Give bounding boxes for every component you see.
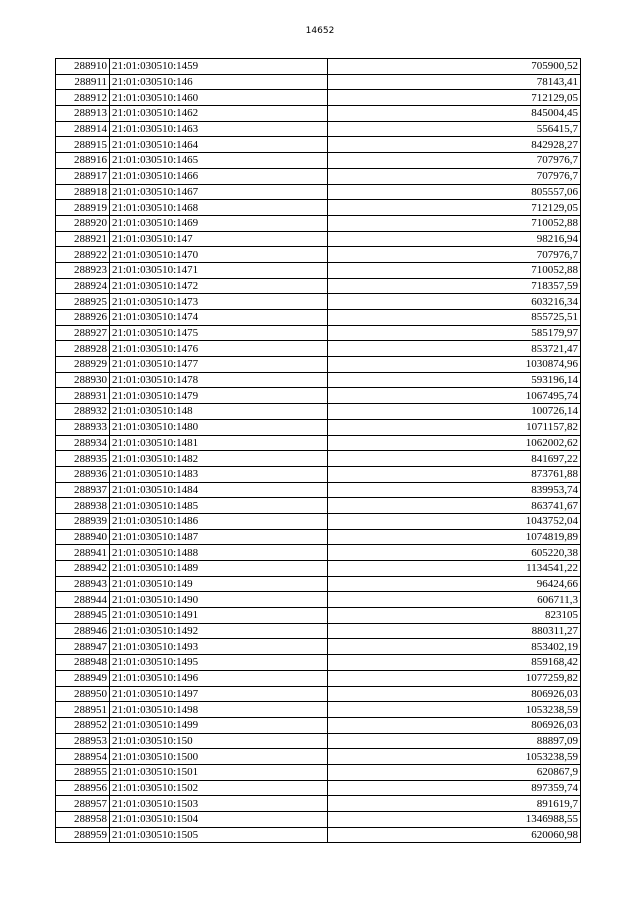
row-number-cell: 288949 (56, 670, 110, 686)
cadastral-number-cell: 21:01:030510:1468 (110, 200, 328, 216)
cadastral-value-cell: 891619,7 (328, 796, 581, 812)
cadastral-number-cell: 21:01:030510:1471 (110, 262, 328, 278)
row-number-cell: 288950 (56, 686, 110, 702)
row-number-cell: 288911 (56, 74, 110, 90)
cadastral-value-cell: 842928,27 (328, 137, 581, 153)
cadastral-value-cell: 712129,05 (328, 90, 581, 106)
table-row (56, 90, 581, 106)
cadastral-number-cell: 21:01:030510:1490 (110, 592, 328, 608)
cadastral-value-cell: 593196,14 (328, 372, 581, 388)
row-number-cell: 288946 (56, 623, 110, 639)
table-row (56, 215, 581, 231)
row-number-cell: 288947 (56, 639, 110, 655)
cadastral-number-cell: 21:01:030510:1469 (110, 215, 328, 231)
cadastral-value-cell: 1053238,59 (328, 702, 581, 718)
cadastral-value-cell: 853721,47 (328, 341, 581, 357)
row-number-cell: 288912 (56, 90, 110, 106)
row-number-cell: 288944 (56, 592, 110, 608)
cadastral-value-cell: 605220,38 (328, 545, 581, 561)
table-row (56, 184, 581, 200)
table-row (56, 262, 581, 278)
row-number-cell: 288931 (56, 388, 110, 404)
table-row (56, 639, 581, 655)
cadastral-number-cell: 21:01:030510:1463 (110, 121, 328, 137)
table-row (56, 749, 581, 765)
cadastral-value-cell: 873761,88 (328, 466, 581, 482)
cadastral-value-cell: 603216,34 (328, 294, 581, 310)
cadastral-value-cell: 1062002,62 (328, 435, 581, 451)
table-row (56, 827, 581, 843)
cadastral-value-cell: 845004,45 (328, 106, 581, 122)
row-number-cell: 288941 (56, 545, 110, 561)
cadastral-number-cell: 21:01:030510:1466 (110, 168, 328, 184)
cadastral-number-cell: 21:01:030510:1477 (110, 357, 328, 373)
cadastral-number-cell: 21:01:030510:1486 (110, 513, 328, 529)
table-row (56, 278, 581, 294)
cadastral-number-cell: 21:01:030510:1474 (110, 310, 328, 326)
cadastral-value-cell: 96424,66 (328, 576, 581, 592)
row-number-cell: 288935 (56, 451, 110, 467)
cadastral-number-cell: 21:01:030510:1496 (110, 670, 328, 686)
row-number-cell: 288956 (56, 780, 110, 796)
cadastral-number-cell: 21:01:030510:147 (110, 231, 328, 247)
cadastral-value-cell: 806926,03 (328, 717, 581, 733)
cadastral-number-cell: 21:01:030510:1488 (110, 545, 328, 561)
cadastral-number-cell: 21:01:030510:1476 (110, 341, 328, 357)
cadastral-value-cell: 805557,06 (328, 184, 581, 200)
table-row (56, 576, 581, 592)
row-number-cell: 288914 (56, 121, 110, 137)
cadastral-value-cell: 1030874,96 (328, 357, 581, 373)
cadastral-number-cell: 21:01:030510:1501 (110, 764, 328, 780)
row-number-cell: 288925 (56, 294, 110, 310)
row-number-cell: 288928 (56, 341, 110, 357)
row-number-cell: 288916 (56, 153, 110, 169)
cadastral-number-cell: 21:01:030510:1464 (110, 137, 328, 153)
cadastral-number-cell: 21:01:030510:1500 (110, 749, 328, 765)
row-number-cell: 288955 (56, 764, 110, 780)
table-row (56, 764, 581, 780)
row-number-cell: 288958 (56, 812, 110, 828)
table-row (56, 623, 581, 639)
cadastral-number-cell: 21:01:030510:148 (110, 404, 328, 420)
cadastral-number-cell: 21:01:030510:1462 (110, 106, 328, 122)
table-row (56, 59, 581, 75)
table-row (56, 294, 581, 310)
cadastral-value-cell: 839953,74 (328, 482, 581, 498)
cadastral-number-cell: 21:01:030510:150 (110, 733, 328, 749)
table-row (56, 482, 581, 498)
table-row (56, 513, 581, 529)
table-row (56, 247, 581, 263)
cadastral-value-cell: 1134541,22 (328, 561, 581, 577)
table-row (56, 498, 581, 514)
row-number-cell: 288936 (56, 466, 110, 482)
row-number-cell: 288938 (56, 498, 110, 514)
cadastral-value-cell: 78143,41 (328, 74, 581, 90)
cadastral-number-cell: 21:01:030510:1481 (110, 435, 328, 451)
table-row (56, 372, 581, 388)
cadastral-value-cell: 1043752,04 (328, 513, 581, 529)
cadastral-value-cell: 705900,52 (328, 59, 581, 75)
table-row (56, 137, 581, 153)
table-row (56, 388, 581, 404)
cadastral-value-cell: 1077259,82 (328, 670, 581, 686)
cadastral-value-cell: 707976,7 (328, 247, 581, 263)
cadastral-number-cell: 21:01:030510:1482 (110, 451, 328, 467)
cadastral-value-cell: 823105 (328, 608, 581, 624)
table-row (56, 106, 581, 122)
table-row (56, 466, 581, 482)
row-number-cell: 288951 (56, 702, 110, 718)
cadastral-value-cell: 841697,22 (328, 451, 581, 467)
cadastral-value-cell: 710052,88 (328, 262, 581, 278)
table-row (56, 419, 581, 435)
cadastral-value-cell: 806926,03 (328, 686, 581, 702)
row-number-cell: 288954 (56, 749, 110, 765)
table-row (56, 717, 581, 733)
table-row (56, 231, 581, 247)
cadastral-value-cell: 585179,97 (328, 325, 581, 341)
table-row (56, 796, 581, 812)
cadastral-value-cell: 897359,74 (328, 780, 581, 796)
cadastral-number-cell: 21:01:030510:1484 (110, 482, 328, 498)
cadastral-number-cell: 21:01:030510:1483 (110, 466, 328, 482)
cadastral-number-cell: 21:01:030510:1503 (110, 796, 328, 812)
row-number-cell: 288940 (56, 529, 110, 545)
table-row (56, 325, 581, 341)
cadastral-number-cell: 21:01:030510:1479 (110, 388, 328, 404)
row-number-cell: 288939 (56, 513, 110, 529)
table-row (56, 561, 581, 577)
table-row (56, 451, 581, 467)
cadastral-value-cell: 707976,7 (328, 153, 581, 169)
page-number: 14652 (305, 26, 335, 36)
cadastral-value-cell: 620867,9 (328, 764, 581, 780)
table-row (56, 702, 581, 718)
table-row (56, 168, 581, 184)
table-row (56, 529, 581, 545)
cadastral-value-cell: 1067495,74 (328, 388, 581, 404)
table-row (56, 200, 581, 216)
row-number-cell: 288918 (56, 184, 110, 200)
table-row (56, 592, 581, 608)
cadastral-number-cell: 21:01:030510:1473 (110, 294, 328, 310)
row-number-cell: 288934 (56, 435, 110, 451)
cadastral-value-cell: 707976,7 (328, 168, 581, 184)
table-row (56, 121, 581, 137)
cadastral-value-cell: 863741,67 (328, 498, 581, 514)
cadastral-number-cell: 21:01:030510:1499 (110, 717, 328, 733)
row-number-cell: 288942 (56, 561, 110, 577)
table-row (56, 686, 581, 702)
row-number-cell: 288945 (56, 608, 110, 624)
row-number-cell: 288957 (56, 796, 110, 812)
row-number-cell: 288922 (56, 247, 110, 263)
cadastral-number-cell: 21:01:030510:1505 (110, 827, 328, 843)
cadastral-number-cell: 21:01:030510:1459 (110, 59, 328, 75)
cadastral-number-cell: 21:01:030510:1485 (110, 498, 328, 514)
cadastral-number-cell: 21:01:030510:1478 (110, 372, 328, 388)
row-number-cell: 288953 (56, 733, 110, 749)
cadastral-number-cell: 21:01:030510:1467 (110, 184, 328, 200)
cadastral-value-cell: 1053238,59 (328, 749, 581, 765)
row-number-cell: 288948 (56, 655, 110, 671)
cadastral-value-cell: 712129,05 (328, 200, 581, 216)
table-row (56, 404, 581, 420)
cadastral-value-cell: 855725,51 (328, 310, 581, 326)
row-number-cell: 288913 (56, 106, 110, 122)
table-row (56, 153, 581, 169)
cadastral-number-cell: 21:01:030510:146 (110, 74, 328, 90)
table-row (56, 310, 581, 326)
cadastral-number-cell: 21:01:030510:1460 (110, 90, 328, 106)
cadastral-value-cell: 100726,14 (328, 404, 581, 420)
table-row (56, 780, 581, 796)
row-number-cell: 288923 (56, 262, 110, 278)
table-row (56, 357, 581, 373)
cadastral-value-cell: 606711,3 (328, 592, 581, 608)
cadastral-number-cell: 21:01:030510:149 (110, 576, 328, 592)
cadastral-number-cell: 21:01:030510:1504 (110, 812, 328, 828)
cadastral-value-cell: 880311,27 (328, 623, 581, 639)
cadastral-number-cell: 21:01:030510:1465 (110, 153, 328, 169)
cadastral-number-cell: 21:01:030510:1487 (110, 529, 328, 545)
row-number-cell: 288959 (56, 827, 110, 843)
cadastral-value-cell: 853402,19 (328, 639, 581, 655)
cadastral-value-cell: 88897,09 (328, 733, 581, 749)
row-number-cell: 288917 (56, 168, 110, 184)
cadastral-value-cell: 859168,42 (328, 655, 581, 671)
row-number-cell: 288929 (56, 357, 110, 373)
table-row (56, 608, 581, 624)
row-number-cell: 288926 (56, 310, 110, 326)
cadastral-value-cell: 710052,88 (328, 215, 581, 231)
table-row (56, 435, 581, 451)
table-body (56, 59, 581, 843)
cadastral-value-cell: 718357,59 (328, 278, 581, 294)
row-number-cell: 288927 (56, 325, 110, 341)
cadastral-number-cell: 21:01:030510:1472 (110, 278, 328, 294)
cadastral-number-cell: 21:01:030510:1493 (110, 639, 328, 655)
table-row (56, 655, 581, 671)
cadastral-value-cell: 1074819,89 (328, 529, 581, 545)
cadastral-number-cell: 21:01:030510:1470 (110, 247, 328, 263)
cadastral-value-table (55, 58, 581, 843)
cadastral-number-cell: 21:01:030510:1492 (110, 623, 328, 639)
cadastral-number-cell: 21:01:030510:1475 (110, 325, 328, 341)
row-number-cell: 288952 (56, 717, 110, 733)
cadastral-value-cell: 556415,7 (328, 121, 581, 137)
cadastral-value-cell: 1071157,82 (328, 419, 581, 435)
table-row (56, 733, 581, 749)
cadastral-value-cell: 620060,98 (328, 827, 581, 843)
row-number-cell: 288910 (56, 59, 110, 75)
cadastral-value-cell: 1346988,55 (328, 812, 581, 828)
row-number-cell: 288932 (56, 404, 110, 420)
table-row (56, 74, 581, 90)
row-number-cell: 288937 (56, 482, 110, 498)
cadastral-number-cell: 21:01:030510:1495 (110, 655, 328, 671)
cadastral-number-cell: 21:01:030510:1491 (110, 608, 328, 624)
row-number-cell: 288921 (56, 231, 110, 247)
row-number-cell: 288930 (56, 372, 110, 388)
cadastral-number-cell: 21:01:030510:1502 (110, 780, 328, 796)
table-row (56, 812, 581, 828)
row-number-cell: 288924 (56, 278, 110, 294)
table-row (56, 670, 581, 686)
row-number-cell: 288920 (56, 215, 110, 231)
table-row (56, 545, 581, 561)
row-number-cell: 288933 (56, 419, 110, 435)
cadastral-value-cell: 98216,94 (328, 231, 581, 247)
cadastral-number-cell: 21:01:030510:1489 (110, 561, 328, 577)
cadastral-number-cell: 21:01:030510:1480 (110, 419, 328, 435)
row-number-cell: 288919 (56, 200, 110, 216)
cadastral-number-cell: 21:01:030510:1498 (110, 702, 328, 718)
table-row (56, 341, 581, 357)
row-number-cell: 288915 (56, 137, 110, 153)
row-number-cell: 288943 (56, 576, 110, 592)
cadastral-number-cell: 21:01:030510:1497 (110, 686, 328, 702)
